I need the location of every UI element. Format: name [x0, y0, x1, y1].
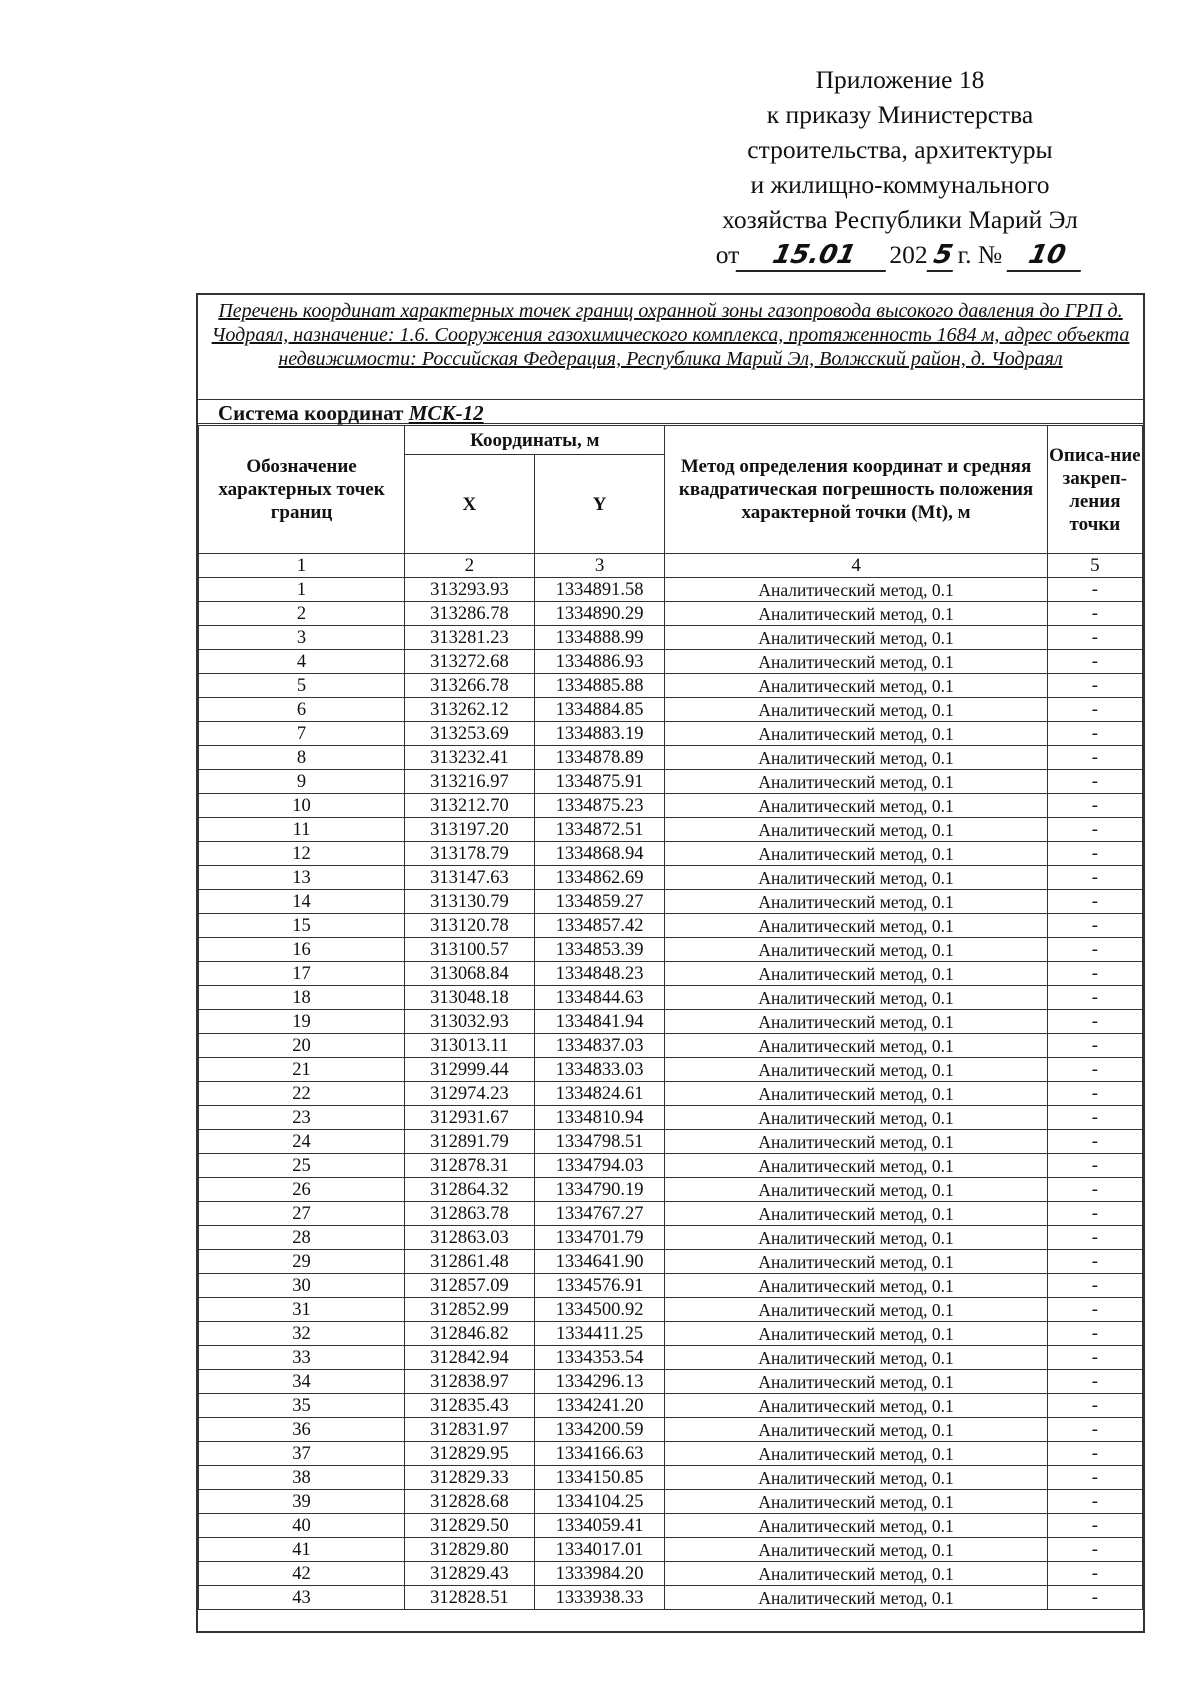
x-coordinate-cell: 312829.43: [405, 1562, 535, 1586]
method-cell: Аналитический метод, 0.1: [665, 1298, 1047, 1322]
y-coordinate-cell: 1334798.51: [534, 1130, 665, 1154]
coordinates-document-frame: [196, 293, 1145, 1633]
point-number-cell: 43: [199, 1586, 405, 1610]
header-description: Описа-ние закреп-ления точки: [1047, 426, 1142, 554]
table-row: [199, 746, 1143, 770]
x-coordinate-cell: 313253.69: [405, 722, 535, 746]
document-title: Перечень координат характерных точек границ охранной зоны газопровода высокого давления до ГРП д. Чодраял, назначение: 1.6. Сооружения газохимического комплекса, протяженность 1684 м, адрес объекта недвижимости: Российская Федерация, Республика Марий Эл, Волжский район, д. Чодраял: [198, 295, 1143, 400]
table-row: [199, 1178, 1143, 1202]
method-cell: Аналитический метод, 0.1: [665, 1490, 1047, 1514]
table-row: [199, 794, 1143, 818]
y-coordinate-cell: 1334862.69: [534, 866, 665, 890]
description-cell: -: [1047, 986, 1142, 1010]
header-line: и жилищно-коммунального: [750, 170, 1050, 199]
y-coordinate-cell: 1334837.03: [534, 1034, 665, 1058]
point-number-cell: 27: [199, 1202, 405, 1226]
column-number: 1: [199, 554, 405, 578]
table-row: [199, 1586, 1143, 1610]
x-coordinate-cell: 313178.79: [405, 842, 535, 866]
point-number-cell: 30: [199, 1274, 405, 1298]
method-cell: Аналитический метод, 0.1: [665, 1586, 1047, 1610]
description-cell: -: [1047, 650, 1142, 674]
x-coordinate-cell: 313286.78: [405, 602, 535, 626]
coordinate-system-row: [198, 402, 1143, 424]
method-cell: Аналитический метод, 0.1: [665, 770, 1047, 794]
table-row: [199, 1346, 1143, 1370]
y-coordinate-cell: 1334500.92: [534, 1298, 665, 1322]
point-number-cell: 3: [199, 626, 405, 650]
point-number-cell: 19: [199, 1010, 405, 1034]
y-coordinate-cell: 1334872.51: [534, 818, 665, 842]
table-row: [199, 1274, 1143, 1298]
description-cell: -: [1047, 938, 1142, 962]
method-cell: Аналитический метод, 0.1: [665, 938, 1047, 962]
table-row: [199, 1538, 1143, 1562]
handwritten-date: 15.01: [736, 240, 893, 272]
method-cell: Аналитический метод, 0.1: [665, 578, 1047, 602]
description-cell: -: [1047, 1130, 1142, 1154]
description-cell: -: [1047, 698, 1142, 722]
header-coordinates: Координаты, м: [405, 426, 665, 455]
description-cell: -: [1047, 1298, 1142, 1322]
y-coordinate-cell: 1334883.19: [534, 722, 665, 746]
method-cell: Аналитический метод, 0.1: [665, 1394, 1047, 1418]
table-row: [199, 1250, 1143, 1274]
method-cell: Аналитический метод, 0.1: [665, 1562, 1047, 1586]
y-coordinate-cell: 1334824.61: [534, 1082, 665, 1106]
table-row: [199, 1202, 1143, 1226]
table-row: [199, 1226, 1143, 1250]
method-cell: Аналитический метод, 0.1: [665, 1106, 1047, 1130]
method-cell: Аналитический метод, 0.1: [665, 866, 1047, 890]
x-coordinate-cell: 313212.70: [405, 794, 535, 818]
point-number-cell: 8: [199, 746, 405, 770]
description-cell: -: [1047, 962, 1142, 986]
y-coordinate-cell: 1334888.99: [534, 626, 665, 650]
point-number-cell: 24: [199, 1130, 405, 1154]
table-row: [199, 1058, 1143, 1082]
table-row: [199, 1322, 1143, 1346]
year-prefix: 202: [889, 240, 928, 269]
description-cell: -: [1047, 1586, 1142, 1610]
y-coordinate-cell: 1334868.94: [534, 842, 665, 866]
x-coordinate-cell: 312863.03: [405, 1226, 535, 1250]
y-coordinate-cell: 1333984.20: [534, 1562, 665, 1586]
y-coordinate-cell: 1334017.01: [534, 1538, 665, 1562]
x-coordinate-cell: 312829.50: [405, 1514, 535, 1538]
point-number-cell: 32: [199, 1322, 405, 1346]
method-cell: Аналитический метод, 0.1: [665, 1274, 1047, 1298]
point-number-cell: 1: [199, 578, 405, 602]
point-number-cell: 37: [199, 1442, 405, 1466]
coordinates-table-body: [199, 578, 1143, 1610]
x-coordinate-cell: 313130.79: [405, 890, 535, 914]
description-cell: -: [1047, 746, 1142, 770]
method-cell: Аналитический метод, 0.1: [665, 722, 1047, 746]
point-number-cell: 12: [199, 842, 405, 866]
method-cell: Аналитический метод, 0.1: [665, 602, 1047, 626]
x-coordinate-cell: 312863.78: [405, 1202, 535, 1226]
x-coordinate-cell: 312829.80: [405, 1538, 535, 1562]
table-row: [199, 602, 1143, 626]
table-row: [199, 770, 1143, 794]
table-row: [199, 1490, 1143, 1514]
x-coordinate-cell: 313068.84: [405, 962, 535, 986]
method-cell: Аналитический метод, 0.1: [665, 1346, 1047, 1370]
point-number-cell: 33: [199, 1346, 405, 1370]
coordinates-table: [198, 425, 1143, 1610]
point-number-cell: 23: [199, 1106, 405, 1130]
method-cell: Аналитический метод, 0.1: [665, 962, 1047, 986]
coordinate-system-label: Система координат: [218, 401, 404, 425]
table-row: [199, 578, 1143, 602]
description-cell: -: [1047, 842, 1142, 866]
table-row: [199, 1562, 1143, 1586]
header-point-designation: Обозначение характерных точек границ: [199, 426, 405, 554]
method-cell: Аналитический метод, 0.1: [665, 1442, 1047, 1466]
x-coordinate-cell: 312878.31: [405, 1154, 535, 1178]
point-number-cell: 22: [199, 1082, 405, 1106]
table-row: [199, 986, 1143, 1010]
table-row: [199, 890, 1143, 914]
description-cell: -: [1047, 890, 1142, 914]
description-cell: -: [1047, 1082, 1142, 1106]
point-number-cell: 40: [199, 1514, 405, 1538]
x-coordinate-cell: 313147.63: [405, 866, 535, 890]
x-coordinate-cell: 313266.78: [405, 674, 535, 698]
y-coordinate-cell: 1334885.88: [534, 674, 665, 698]
x-coordinate-cell: 313216.97: [405, 770, 535, 794]
header-line: к приказу Министерства: [766, 100, 1034, 129]
point-number-cell: 4: [199, 650, 405, 674]
y-coordinate-cell: 1334241.20: [534, 1394, 665, 1418]
y-coordinate-cell: 1334891.58: [534, 578, 665, 602]
x-coordinate-cell: 313293.93: [405, 578, 535, 602]
y-coordinate-cell: 1334890.29: [534, 602, 665, 626]
point-number-cell: 15: [199, 914, 405, 938]
y-coordinate-cell: 1334790.19: [534, 1178, 665, 1202]
x-coordinate-cell: 313272.68: [405, 650, 535, 674]
point-number-cell: 10: [199, 794, 405, 818]
x-coordinate-cell: 313120.78: [405, 914, 535, 938]
x-coordinate-cell: 312828.51: [405, 1586, 535, 1610]
table-row: [199, 1514, 1143, 1538]
y-coordinate-cell: 1334884.85: [534, 698, 665, 722]
description-cell: -: [1047, 1226, 1142, 1250]
year-suffix: г. №: [957, 240, 1003, 269]
handwritten-year: 5: [926, 240, 959, 272]
header-line: строительства, архитектуры: [747, 135, 1053, 164]
point-number-cell: 11: [199, 818, 405, 842]
method-cell: Аналитический метод, 0.1: [665, 986, 1047, 1010]
description-cell: -: [1047, 1346, 1142, 1370]
x-coordinate-cell: 312857.09: [405, 1274, 535, 1298]
description-cell: -: [1047, 1466, 1142, 1490]
x-coordinate-cell: 313281.23: [405, 626, 535, 650]
method-cell: Аналитический метод, 0.1: [665, 698, 1047, 722]
method-cell: Аналитический метод, 0.1: [665, 746, 1047, 770]
y-coordinate-cell: 1334059.41: [534, 1514, 665, 1538]
x-coordinate-cell: 313262.12: [405, 698, 535, 722]
x-coordinate-cell: 312931.67: [405, 1106, 535, 1130]
y-coordinate-cell: 1334841.94: [534, 1010, 665, 1034]
method-cell: Аналитический метод, 0.1: [665, 914, 1047, 938]
x-coordinate-cell: 312974.23: [405, 1082, 535, 1106]
description-cell: -: [1047, 578, 1142, 602]
table-row: [199, 1466, 1143, 1490]
point-number-cell: 17: [199, 962, 405, 986]
table-row: [199, 1010, 1143, 1034]
y-coordinate-cell: 1334767.27: [534, 1202, 665, 1226]
point-number-cell: 34: [199, 1370, 405, 1394]
description-cell: -: [1047, 1274, 1142, 1298]
table-row: [199, 1418, 1143, 1442]
description-cell: -: [1047, 1514, 1142, 1538]
y-coordinate-cell: 1334104.25: [534, 1490, 665, 1514]
y-coordinate-cell: 1334875.23: [534, 794, 665, 818]
table-row: [199, 1082, 1143, 1106]
method-cell: Аналитический метод, 0.1: [665, 1010, 1047, 1034]
table-row: [199, 674, 1143, 698]
y-coordinate-cell: 1334857.42: [534, 914, 665, 938]
y-coordinate-cell: 1334353.54: [534, 1346, 665, 1370]
point-number-cell: 20: [199, 1034, 405, 1058]
method-cell: Аналитический метод, 0.1: [665, 1322, 1047, 1346]
y-coordinate-cell: 1334150.85: [534, 1466, 665, 1490]
table-row: [199, 914, 1143, 938]
header-line: Приложение 18: [815, 65, 985, 94]
description-cell: -: [1047, 1010, 1142, 1034]
description-cell: -: [1047, 1202, 1142, 1226]
y-coordinate-cell: 1334411.25: [534, 1322, 665, 1346]
x-coordinate-cell: 312831.97: [405, 1418, 535, 1442]
description-cell: -: [1047, 1370, 1142, 1394]
point-number-cell: 28: [199, 1226, 405, 1250]
method-cell: Аналитический метод, 0.1: [665, 1250, 1047, 1274]
point-number-cell: 41: [199, 1538, 405, 1562]
y-coordinate-cell: 1334576.91: [534, 1274, 665, 1298]
point-number-cell: 6: [199, 698, 405, 722]
method-cell: Аналитический метод, 0.1: [665, 1226, 1047, 1250]
appendix-header: [690, 62, 1110, 272]
method-cell: Аналитический метод, 0.1: [665, 818, 1047, 842]
method-cell: Аналитический метод, 0.1: [665, 1154, 1047, 1178]
table-row: [199, 650, 1143, 674]
table-row: [199, 1034, 1143, 1058]
method-cell: Аналитический метод, 0.1: [665, 1202, 1047, 1226]
method-cell: Аналитический метод, 0.1: [665, 674, 1047, 698]
column-number: 3: [534, 554, 665, 578]
column-number: 5: [1047, 554, 1142, 578]
point-number-cell: 16: [199, 938, 405, 962]
point-number-cell: 38: [199, 1466, 405, 1490]
y-coordinate-cell: 1333938.33: [534, 1586, 665, 1610]
table-row: [199, 1370, 1143, 1394]
x-coordinate-cell: 313232.41: [405, 746, 535, 770]
header-x: X: [405, 455, 535, 554]
x-coordinate-cell: 312852.99: [405, 1298, 535, 1322]
table-row: [199, 866, 1143, 890]
description-cell: -: [1047, 818, 1142, 842]
coordinate-system-value: МСК-12: [408, 401, 484, 425]
point-number-cell: 29: [199, 1250, 405, 1274]
method-cell: Аналитический метод, 0.1: [665, 626, 1047, 650]
description-cell: -: [1047, 1442, 1142, 1466]
description-cell: -: [1047, 1058, 1142, 1082]
header-method: Метод определения координат и средняя квадратическая погрешность положения характерной точки (Mt), м: [665, 426, 1047, 554]
x-coordinate-cell: 312999.44: [405, 1058, 535, 1082]
method-cell: Аналитический метод, 0.1: [665, 1466, 1047, 1490]
point-number-cell: 42: [199, 1562, 405, 1586]
point-number-cell: 18: [199, 986, 405, 1010]
table-row: [199, 1106, 1143, 1130]
y-coordinate-cell: 1334810.94: [534, 1106, 665, 1130]
description-cell: -: [1047, 1250, 1142, 1274]
table-row: [199, 1442, 1143, 1466]
description-cell: -: [1047, 674, 1142, 698]
x-coordinate-cell: 313013.11: [405, 1034, 535, 1058]
description-cell: -: [1047, 794, 1142, 818]
x-coordinate-cell: 312861.48: [405, 1250, 535, 1274]
y-coordinate-cell: 1334875.91: [534, 770, 665, 794]
point-number-cell: 9: [199, 770, 405, 794]
method-cell: Аналитический метод, 0.1: [665, 1082, 1047, 1106]
x-coordinate-cell: 312835.43: [405, 1394, 535, 1418]
x-coordinate-cell: 312864.32: [405, 1178, 535, 1202]
point-number-cell: 13: [199, 866, 405, 890]
method-cell: Аналитический метод, 0.1: [665, 1514, 1047, 1538]
method-cell: Аналитический метод, 0.1: [665, 1130, 1047, 1154]
date-prefix: от: [715, 240, 740, 269]
method-cell: Аналитический метод, 0.1: [665, 1538, 1047, 1562]
order-date-line: [690, 237, 1110, 272]
column-number: 4: [665, 554, 1047, 578]
table-row: [199, 842, 1143, 866]
table-row: [199, 722, 1143, 746]
description-cell: -: [1047, 722, 1142, 746]
description-cell: -: [1047, 1178, 1142, 1202]
table-row: [199, 1130, 1143, 1154]
y-coordinate-cell: 1334641.90: [534, 1250, 665, 1274]
y-coordinate-cell: 1334200.59: [534, 1418, 665, 1442]
method-cell: Аналитический метод, 0.1: [665, 842, 1047, 866]
x-coordinate-cell: 313197.20: [405, 818, 535, 842]
x-coordinate-cell: 313048.18: [405, 986, 535, 1010]
method-cell: Аналитический метод, 0.1: [665, 1418, 1047, 1442]
y-coordinate-cell: 1334794.03: [534, 1154, 665, 1178]
table-row: [199, 1298, 1143, 1322]
x-coordinate-cell: 312842.94: [405, 1346, 535, 1370]
table-row: [199, 626, 1143, 650]
point-number-cell: 26: [199, 1178, 405, 1202]
y-coordinate-cell: 1334853.39: [534, 938, 665, 962]
y-coordinate-cell: 1334848.23: [534, 962, 665, 986]
method-cell: Аналитический метод, 0.1: [665, 650, 1047, 674]
point-number-cell: 5: [199, 674, 405, 698]
method-cell: Аналитический метод, 0.1: [665, 1034, 1047, 1058]
table-row: [199, 938, 1143, 962]
table-row: [199, 818, 1143, 842]
description-cell: -: [1047, 1034, 1142, 1058]
method-cell: Аналитический метод, 0.1: [665, 890, 1047, 914]
y-coordinate-cell: 1334833.03: [534, 1058, 665, 1082]
x-coordinate-cell: 313100.57: [405, 938, 535, 962]
column-number: 2: [405, 554, 535, 578]
header-line: хозяйства Республики Марий Эл: [722, 205, 1078, 234]
method-cell: Аналитический метод, 0.1: [665, 1058, 1047, 1082]
y-coordinate-cell: 1334844.63: [534, 986, 665, 1010]
table-row: [199, 698, 1143, 722]
x-coordinate-cell: 312846.82: [405, 1322, 535, 1346]
y-coordinate-cell: 1334701.79: [534, 1226, 665, 1250]
handwritten-order-number: 10: [1007, 240, 1088, 272]
description-cell: -: [1047, 1322, 1142, 1346]
y-coordinate-cell: 1334859.27: [534, 890, 665, 914]
y-coordinate-cell: 1334296.13: [534, 1370, 665, 1394]
description-cell: -: [1047, 770, 1142, 794]
table-row: [199, 1394, 1143, 1418]
description-cell: -: [1047, 1394, 1142, 1418]
point-number-cell: 21: [199, 1058, 405, 1082]
header-y: Y: [534, 455, 665, 554]
point-number-cell: 39: [199, 1490, 405, 1514]
point-number-cell: 25: [199, 1154, 405, 1178]
method-cell: Аналитический метод, 0.1: [665, 1370, 1047, 1394]
x-coordinate-cell: 312829.33: [405, 1466, 535, 1490]
table-row: [199, 1154, 1143, 1178]
x-coordinate-cell: 312828.68: [405, 1490, 535, 1514]
y-coordinate-cell: 1334166.63: [534, 1442, 665, 1466]
description-cell: -: [1047, 1562, 1142, 1586]
x-coordinate-cell: 313032.93: [405, 1010, 535, 1034]
point-number-cell: 2: [199, 602, 405, 626]
y-coordinate-cell: 1334886.93: [534, 650, 665, 674]
description-cell: -: [1047, 914, 1142, 938]
method-cell: Аналитический метод, 0.1: [665, 794, 1047, 818]
point-number-cell: 31: [199, 1298, 405, 1322]
description-cell: -: [1047, 866, 1142, 890]
description-cell: -: [1047, 1538, 1142, 1562]
x-coordinate-cell: 312838.97: [405, 1370, 535, 1394]
description-cell: -: [1047, 1418, 1142, 1442]
x-coordinate-cell: 312891.79: [405, 1130, 535, 1154]
description-cell: -: [1047, 1106, 1142, 1130]
description-cell: -: [1047, 602, 1142, 626]
description-cell: -: [1047, 1154, 1142, 1178]
y-coordinate-cell: 1334878.89: [534, 746, 665, 770]
point-number-cell: 35: [199, 1394, 405, 1418]
point-number-cell: 7: [199, 722, 405, 746]
table-row: [199, 962, 1143, 986]
description-cell: -: [1047, 1490, 1142, 1514]
method-cell: Аналитический метод, 0.1: [665, 1178, 1047, 1202]
point-number-cell: 36: [199, 1418, 405, 1442]
point-number-cell: 14: [199, 890, 405, 914]
x-coordinate-cell: 312829.95: [405, 1442, 535, 1466]
description-cell: -: [1047, 626, 1142, 650]
